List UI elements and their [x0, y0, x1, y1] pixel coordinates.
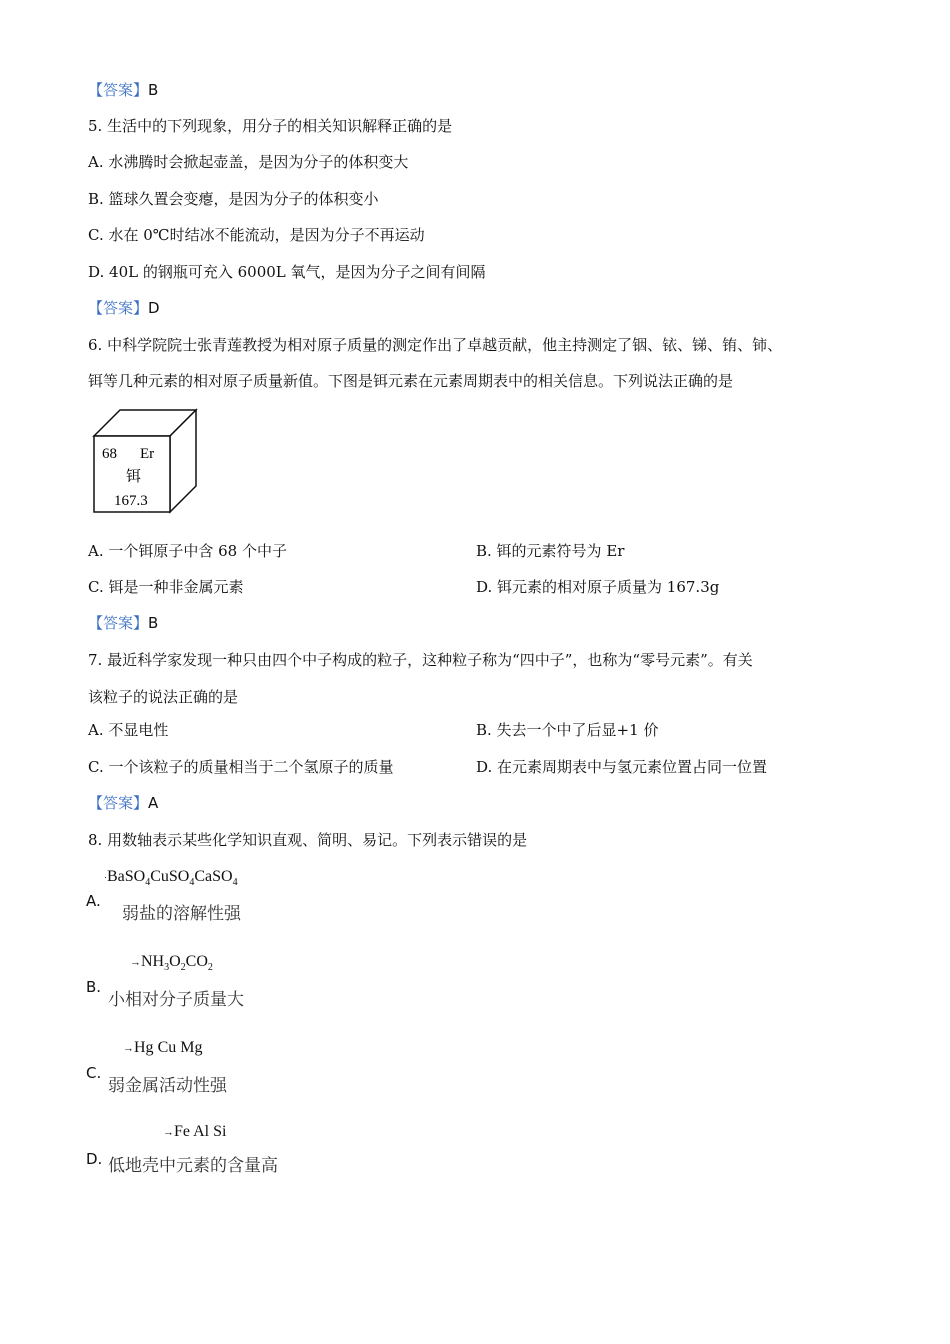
- q8-option-d-axis: →Fe Al Si: [163, 1123, 227, 1140]
- q8-option-c-axis: →Hg Cu Mg: [123, 1039, 203, 1056]
- q8-stem: 8. 用数轴表示某些化学知识直观、简明、易记。下列表示错误的是: [88, 831, 528, 849]
- element-number: 68: [102, 446, 117, 462]
- q6-option-c: C. 铒是一种非金属元素: [88, 578, 244, 596]
- answer-prev: 【答案】B: [88, 81, 159, 99]
- axis-arrow: →: [163, 1126, 174, 1139]
- q8-option-c-label: 弱金属活动性强: [108, 1076, 227, 1096]
- axis-arrow: ·: [104, 872, 107, 883]
- q8-option-a-letter: A.: [86, 892, 101, 910]
- q8-option-d-label: 低地壳中元素的含量高: [108, 1156, 278, 1176]
- q7-stem-line2: 该粒子的说法正确的是: [88, 688, 239, 706]
- q6-stem-line1: 6. 中科学院院士张青莲教授为相对原子质量的测定作出了卓越贡献，他主持测定了铟、铱、锑、铕、铈、: [88, 336, 783, 354]
- q5-option-c: C. 水在 0℃时结冰不能流动，是因为分子不再运动: [88, 226, 425, 244]
- element-symbol: Er: [140, 446, 155, 462]
- q5-option-d: D. 40L 的钢瓶可充入 6000L 氧气，是因为分子之间有间隔: [88, 263, 486, 281]
- q6-answer: 【答案】B: [88, 614, 159, 632]
- q6-option-d: D. 铒元素的相对原子质量为 167.3g: [476, 578, 720, 596]
- q5-option-a: A. 水沸腾时会掀起壶盖，是因为分子的体积变大: [88, 153, 409, 171]
- q7-option-a: A. 不显电性: [88, 721, 169, 739]
- q6-stem-line2: 铒等几种元素的相对原子质量新值。下图是铒元素在元素周期表中的相关信息。下列说法正确的是: [88, 372, 734, 390]
- q8-option-a-axis: ·BaSO$_4$CuSO$_4$CaSO$_4$: [104, 868, 238, 889]
- q5-option-b: B. 篮球久置会变瘪，是因为分子的体积变小: [88, 190, 379, 208]
- element-mass: 167.3: [114, 493, 148, 509]
- q8-option-d-letter: D.: [86, 1150, 103, 1168]
- q8-option-b-label: 小相对分子质量大: [108, 990, 244, 1010]
- axis-arrow: →: [123, 1042, 134, 1055]
- q6-option-b: B. 铒的元素符号为 Er: [476, 542, 625, 560]
- q6-option-a: A. 一个铒原子中含 68 个中子: [88, 542, 287, 560]
- q8-option-c-letter: C.: [86, 1064, 102, 1082]
- q7-option-c: C. 一个该粒子的质量相当于二个氢原子的质量: [88, 758, 394, 776]
- q7-option-d: D. 在元素周期表中与氢元素位置占同一位置: [476, 758, 768, 776]
- q7-stem-line1: 7. 最近科学家发现一种只由四个中子构成的粒子，这种粒子称为“四中子”，也称为“零号元素”。有关: [88, 651, 753, 669]
- axis-arrow: →: [130, 956, 141, 969]
- q8-option-b-axis: $\to NH_3O_2CO_2$: [130, 953, 213, 974]
- q8-option-a-label: 弱盐的溶解性强: [122, 904, 241, 924]
- q7-answer: 【答案】A: [88, 794, 159, 812]
- element-name: 铒: [126, 467, 142, 485]
- q5-stem: 5. 生活中的下列现象，用分子的相关知识解释正确的是: [88, 117, 453, 135]
- q8-option-b-letter: B.: [86, 978, 102, 996]
- q5-answer: 【答案】D: [88, 299, 160, 317]
- q7-option-b: B. 失去一个中了后显+1 价: [476, 721, 659, 739]
- element-cell-figure: [92, 408, 202, 518]
